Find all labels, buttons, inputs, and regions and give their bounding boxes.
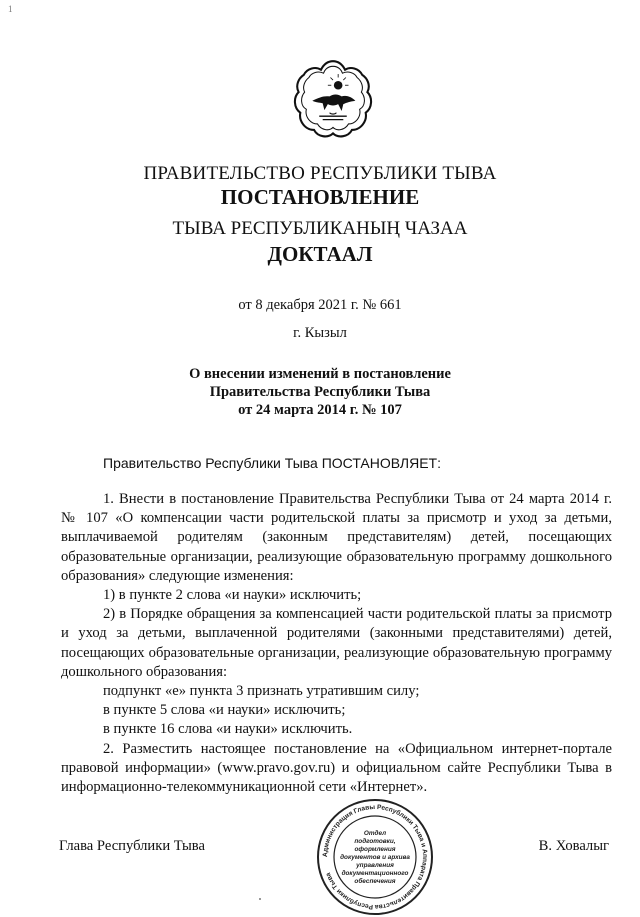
document-body (61, 490, 612, 797)
paragraph: в пункте 5 слова «и науки» исключить; (103, 702, 346, 719)
document-type-ru: ПОСТАНОВЛЕНИЕ (220, 185, 420, 209)
stamp-text-line: управления (356, 862, 394, 869)
document-type-tyv: ДОКТААЛ (267, 242, 373, 266)
document-title-line: от 24 марта 2014 г. № 107 (238, 402, 402, 418)
paragraph: 2) в Порядке обращения за компенсацией части родительской платы за присмотр и уход за детьми, выплаченной родителями (законными представителями) детей, посещающих образовательные организации, реализующие образовательную программу дошкольного образования: (61, 606, 612, 680)
paragraph: подпункт «е» пункта 3 признать утратившим силу; (103, 683, 420, 700)
signatory-name: В. Ховалыг (538, 838, 609, 854)
scan-artifact (259, 898, 261, 900)
document-date-number: от 8 декабря 2021 г. № 661 (238, 297, 402, 313)
stamp-text-line: Отдел (363, 830, 387, 837)
government-name-tyv: ТЫВА РЕСПУБЛИКАНЫҢ ЧАЗАА (172, 218, 468, 239)
corner-mark: 1 (8, 4, 13, 14)
stamp-text-line: документационного (341, 870, 409, 877)
stamp-text-line: обеспечения (354, 878, 396, 885)
document-city: г. Кызыл (293, 325, 347, 341)
government-name-ru: ПРАВИТЕЛЬСТВО РЕСПУБЛИКИ ТЫВА (143, 163, 497, 184)
document-title-line: О внесении изменений в постановление (189, 366, 451, 382)
stamp-ring-text: Администрация Главы Республики Тыва и Аппарата Правительства Республики Тыва (321, 803, 429, 911)
paragraph: в пункте 16 слова «и науки» исключить. (103, 721, 353, 738)
signatory-position: Глава Республики Тыва (59, 838, 205, 854)
document-title-line: Правительства Республики Тыва (209, 384, 431, 400)
paragraph: 1) в пункте 2 слова «и науки» исключить; (103, 587, 362, 604)
stamp-text-line: оформления (354, 846, 396, 853)
stamp-text-line: документов и архива (340, 854, 410, 861)
official-stamp (315, 797, 435, 917)
tuva-coat-of-arms-icon (290, 56, 376, 142)
paragraph: 1. Внести в постановление Правительства Республики Тыва от 24 марта 2014 г. № 107 «О компенсации части родительской платы за присмотр и уход за детьми, выплачиваемой родителям (законным представителям) детей, посещающих образовательные организации, реализующие образовательную программу дошкольного образования» следующие изменения: (61, 491, 612, 584)
paragraph: 2. Разместить настоящее постановление на «Официальном интернет-портале правовой информации» (www.pravo.gov.ru) и официальном сайте Республики Тыва в информационно-телекоммуникационной сети «Интернет». (61, 740, 612, 796)
preamble: Правительство Республики Тыва ПОСТАНОВЛЯЕТ: (103, 455, 441, 471)
stamp-text-line: подготовки, (354, 838, 396, 845)
